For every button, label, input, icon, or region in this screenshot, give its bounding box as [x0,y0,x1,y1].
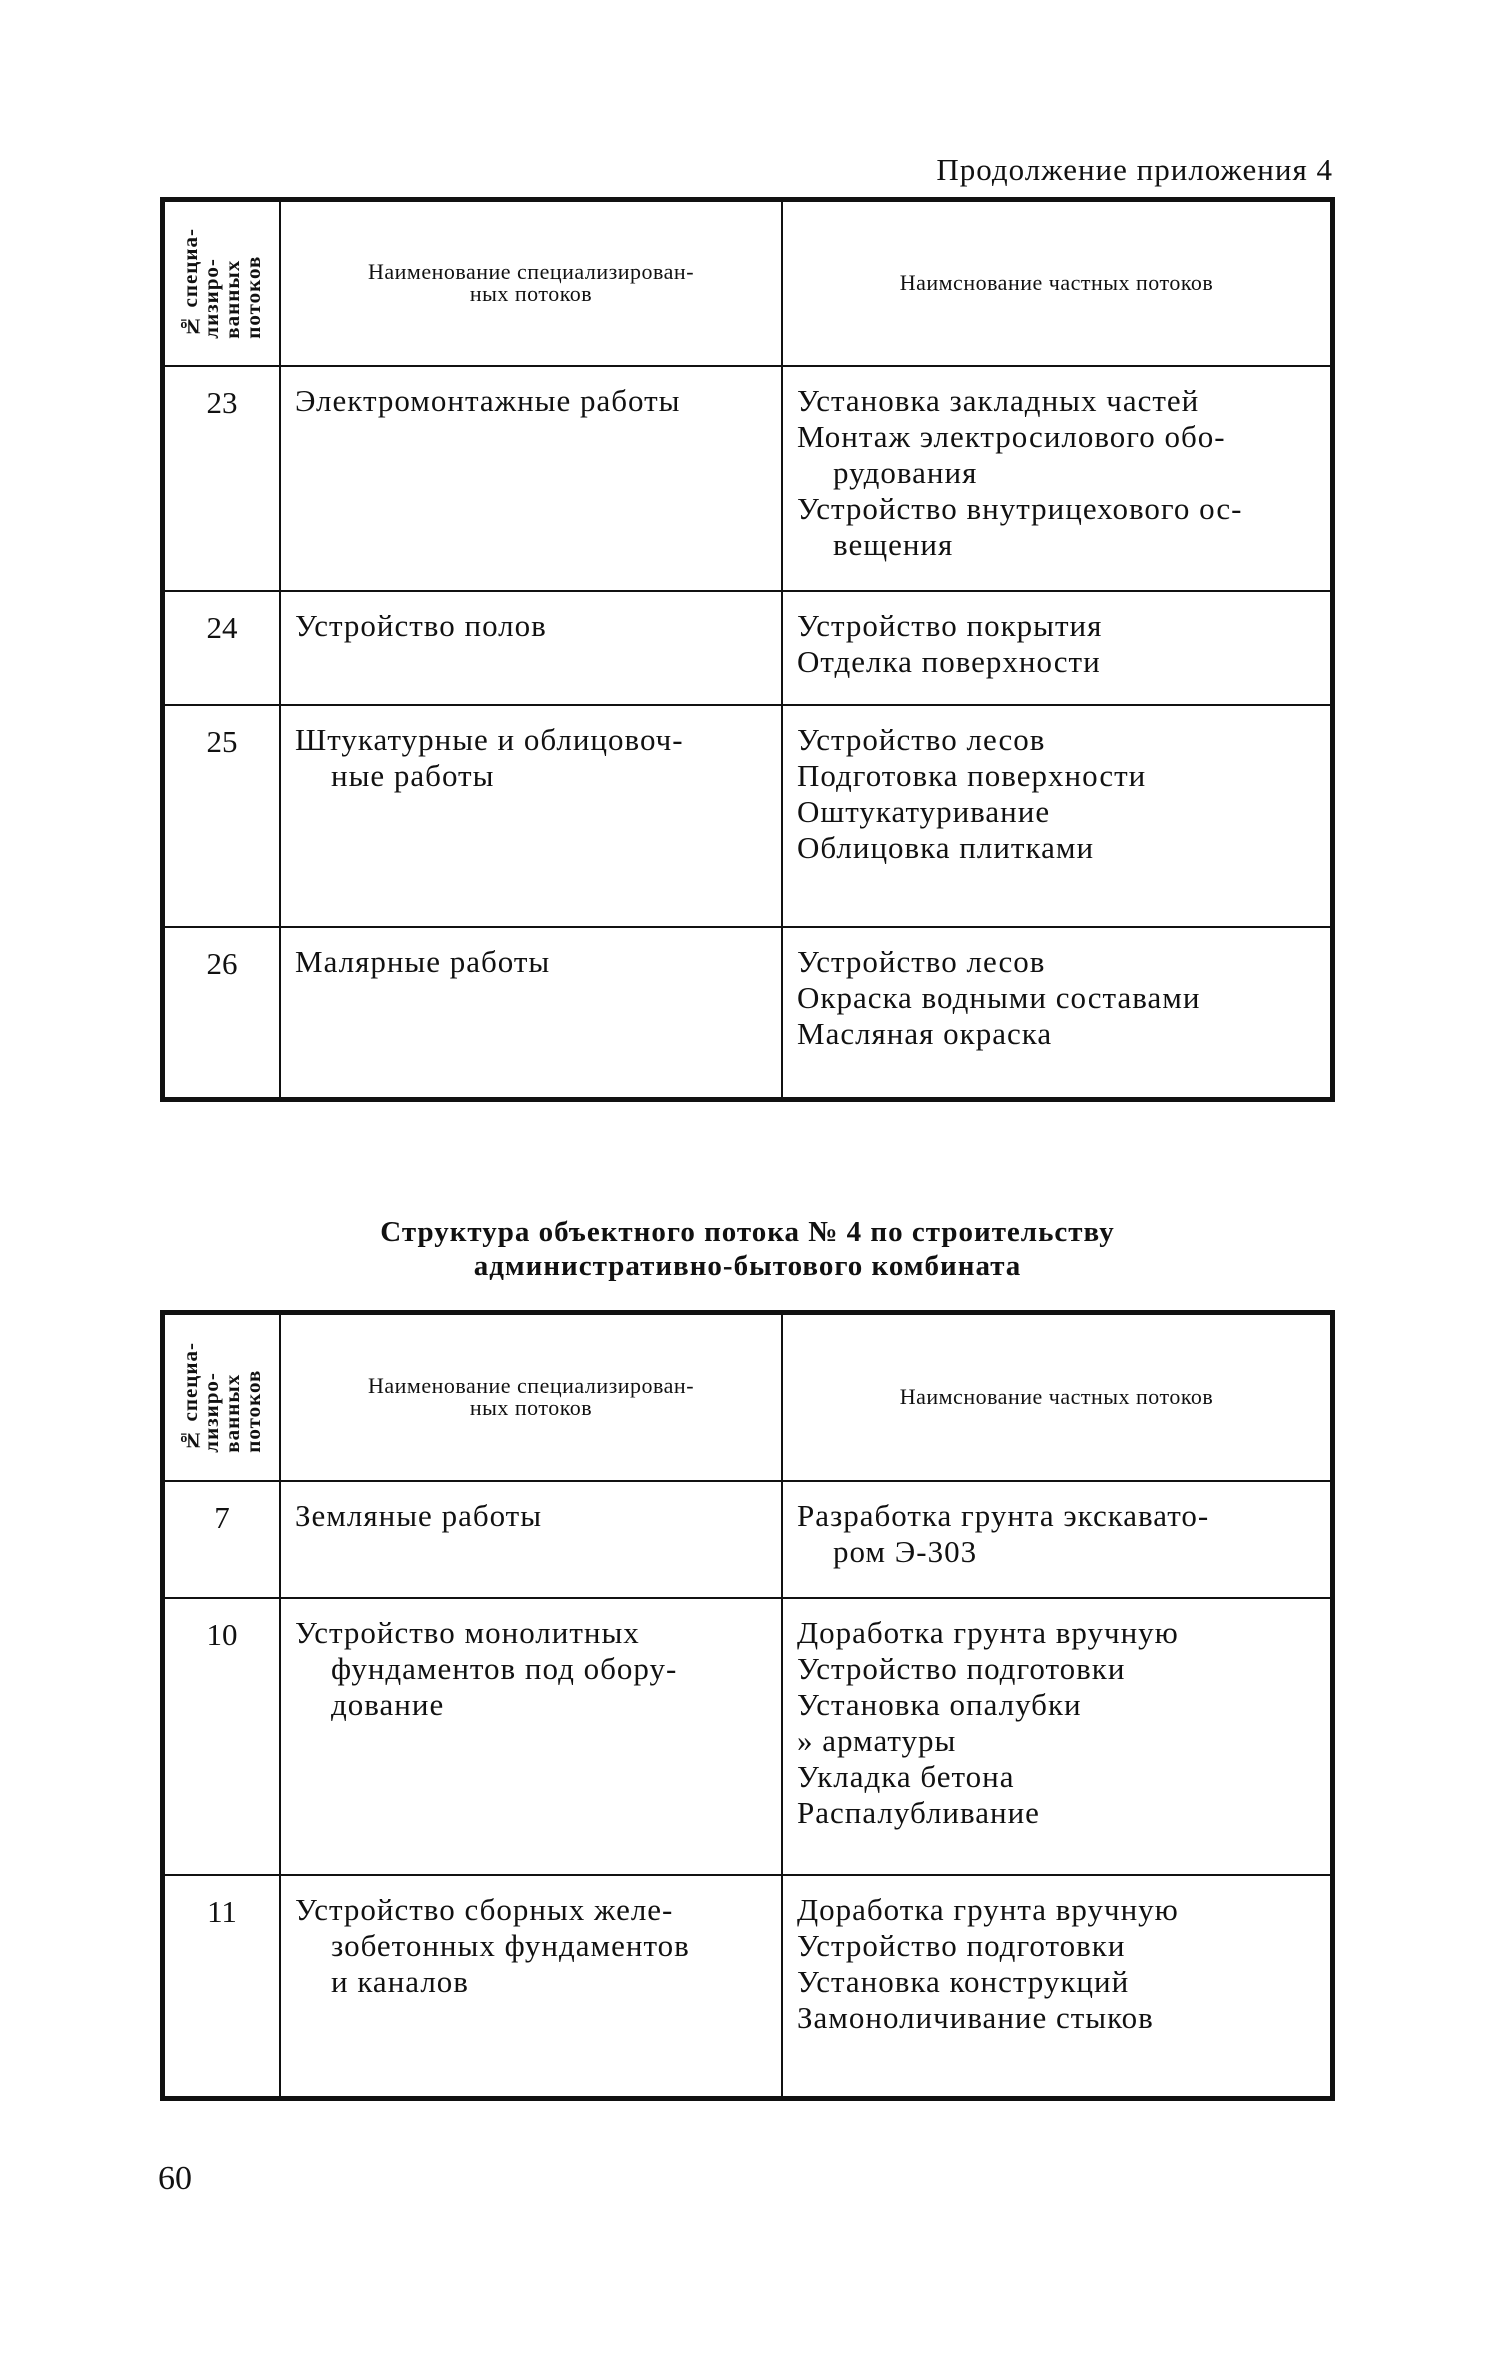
partial-flow-item: Разработка грунта экскавато- [797,1497,1210,1533]
header-number-column [163,1313,281,1481]
table-header [163,200,1333,366]
row-number: 23 [163,366,281,591]
specialized-flow-name [280,1598,782,1875]
page-number: 60 [158,2160,192,2197]
specialized-flow-name [280,366,782,591]
partial-flows [782,927,1333,1100]
name-line: фундаментов под обору- [331,1650,678,1686]
title-line: административно-бытового комбината [473,1250,1022,1282]
table-row [163,366,1333,591]
partial-flow-item: Устройство подготовки [797,1927,1126,1963]
partial-flows [782,366,1333,591]
header-line: Наименование специализирован- [367,259,695,285]
header-number-line: № специа- [178,227,202,339]
partial-flow-item: Подготовка поверхности [797,757,1147,793]
header-line: Наименование специализирован- [367,1373,695,1399]
header-number-line: потоков [241,255,265,339]
specialized-flow-name [280,705,782,927]
row-number: 7 [163,1481,281,1598]
name-line: Устройство полов [295,607,547,643]
specialized-flow-name [280,591,782,705]
header-number-line: № специа- [178,1341,202,1453]
partial-flow-item: Отделка поверхности [797,643,1101,679]
name-line: Малярные работы [295,943,551,979]
partial-flow-item: Установка закладных частей [797,382,1200,418]
partial-flow-item: Оштукатуривание [797,793,1051,829]
partial-flow-item: Распалубливание [797,1794,1040,1830]
header-number-text [180,228,264,339]
table-appendix-continuation [160,197,1335,1102]
specialized-flow-name [280,927,782,1100]
header-number-line: ванных [220,1373,244,1453]
row-number: 10 [163,1598,281,1875]
header-number-line: лизиро- [199,258,223,339]
partial-flow-item: Устройство лесов [797,721,1046,757]
partial-flow-item: Устройство лесов [797,943,1046,979]
partial-flows [782,705,1333,927]
partial-flow-item: Доработка грунта вручную [797,1614,1179,1650]
header-number-column [163,200,281,366]
header-number-line: ванных [220,259,244,339]
header-partial-flows: Наимснование частных потоков [899,1384,1214,1410]
name-line: дование [331,1686,445,1722]
partial-flow-item: рудования [833,454,978,490]
row-number: 24 [163,591,281,705]
partial-flow-item: Облицовка плитками [797,829,1095,865]
header-specialized-flows [280,200,782,366]
name-line: Штукатурные и облицовоч- [295,721,684,757]
table-row [163,1481,1333,1598]
table-row [163,1598,1333,1875]
header-number-text [180,1342,264,1453]
partial-flows [782,591,1333,705]
name-line: Электромонтажные работы [295,382,681,418]
partial-flow-item: Установка опалубки [797,1686,1082,1722]
name-line: ные работы [331,757,495,793]
partial-flow-item: вещения [833,526,954,562]
header-number-rotated [165,228,279,339]
specialized-flow-name [280,1481,782,1598]
title-line: Структура объектного потока № 4 по строительству [380,1216,1115,1248]
name-line: зобетонных фундаментов [331,1927,690,1963]
partial-flow-item: Укладка бетона [797,1758,1015,1794]
partial-flow-item: Устройство внутрицехового ос- [797,490,1243,526]
name-line: Устройство монолитных [295,1614,640,1650]
header-line: ных потоков [469,1395,593,1421]
table-row [163,927,1333,1100]
row-number: 25 [163,705,281,927]
row-number: 11 [163,1875,281,2099]
name-line: и каналов [331,1963,469,1999]
header-line: ных потоков [469,281,593,307]
partial-flow-item: Устройство покрытия [797,607,1103,643]
row-number: 26 [163,927,281,1100]
section-title [160,1215,1335,1283]
partial-flows [782,1481,1333,1598]
table-row [163,1875,1333,2099]
partial-flow-item: » арматуры [797,1722,957,1758]
table-row [163,705,1333,927]
appendix-caption: Продолжение приложения 4 [936,152,1333,187]
partial-flow-item: Окраска водными составами [797,979,1201,1015]
partial-flow-item: Устройство подготовки [797,1650,1126,1686]
partial-flow-item: Монтаж электросилового обо- [797,418,1226,454]
header-specialized-flows [280,1313,782,1481]
partial-flow-item: Масляная окраска [797,1015,1053,1051]
partial-flow-item: Замоноличивание стыков [797,1999,1154,2035]
partial-flows [782,1598,1333,1875]
partial-flows [782,1875,1333,2099]
partial-flow-item: ром Э-303 [833,1533,978,1569]
table-object-flow-4 [160,1310,1335,2101]
name-line: Земляные работы [295,1497,543,1533]
partial-flow-item: Доработка грунта вручную [797,1891,1179,1927]
partial-flow-item: Установка конструкций [797,1963,1130,1999]
header-partial-flows: Наимснование частных потоков [899,270,1214,296]
table-row [163,591,1333,705]
name-line: Устройство сборных желе- [295,1891,674,1927]
header-number-line: потоков [241,1369,265,1453]
specialized-flow-name [280,1875,782,2099]
header-number-rotated [165,1342,279,1453]
header-number-line: лизиро- [199,1372,223,1453]
table-header [163,1313,1333,1481]
